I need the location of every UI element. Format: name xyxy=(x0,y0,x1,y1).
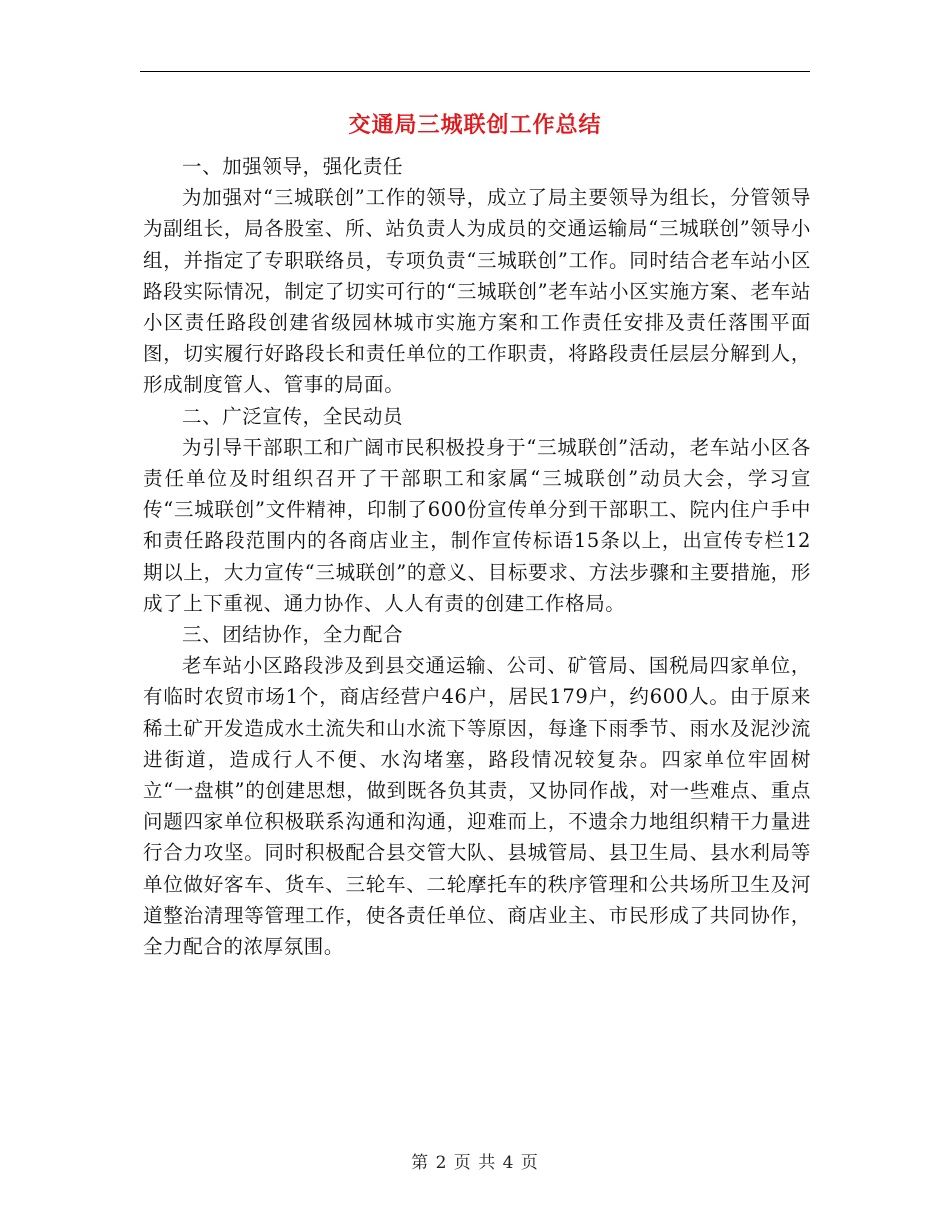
section-heading-2: 二、广泛宣传，全民动员 xyxy=(182,404,404,428)
document-body xyxy=(143,151,811,962)
paragraph-1: 为加强对“三城联创”工作的领导，成立了局主要领导为组长，分管领导为副组长，局各股室、所、站负责人为成员的交通运输局“三城联创”领导小组，并指定了专职联络员，专项负责“三城联创”工作。同时结合老车站小区路段实际情况，制定了切实可行的“三城联创”老车站小区实施方案、老车站小区责任路段创建省级园林城市实施方案和工作责任安排及责任落围平面图，切实履行好路段长和责任单位的工作职责，将路段责任层层分解到人，形成制度管人、管事的局面。 xyxy=(143,186,811,397)
section-heading-1: 一、加强领导，强化责任 xyxy=(182,155,404,178)
page-number-footer: 第 2 页 共 4 页 xyxy=(411,1153,539,1173)
section-heading-3: 三、团结协作，全力配合 xyxy=(182,623,404,647)
header-rule xyxy=(140,71,810,72)
document-title: 交通局三城联创工作总结 xyxy=(348,112,602,138)
paragraph-2: 为引导干部职工和广阔市民积极投身于“三城联创”活动，老车站小区各责任单位及时组织召开了干部职工和家属“三城联创”动员大会，学习宣传“三城联创”文件精神，印制了600份宣传单分到干部职工、院内住户手中和责任路段范围内的各商店业主，制作宣传标语15条以上，出宣传专栏12期以上，大力宣传“三城联创”的意义、目标要求、方法步骤和主要措施，形成了上下重视、通力协作、人人有责的创建工作格局。 xyxy=(143,435,811,615)
paragraph-3: 老车站小区路段涉及到县交通运输、公司、矿管局、国税局四家单位，有临时农贸市场1个，商店经营户46户，居民179户，约600人。由于原来稀土矿开发造成水土流失和山水流下等原因，每逢下雨季节、雨水及泥沙流进街道，造成行人不便、水沟堵塞，路段情况较复杂。四家单位牢固树立“一盘棋”的创建思想，做到既各负其责，又协同作战，对一些难点、重点问题四家单位积极联系沟通和沟通，迎难而上，不遗余力地组织精干力量进行合力攻坚。同时积极配合县交管大队、县城管局、县卫生局、县水利局等单位做好客车、货车、三轮车、二轮摩托车的秩序管理和公共场所卫生及河道整治清理等管理工作，使各责任单位、商店业主、市民形成了共同协作，全力配合的浓厚氛围。 xyxy=(143,654,811,959)
